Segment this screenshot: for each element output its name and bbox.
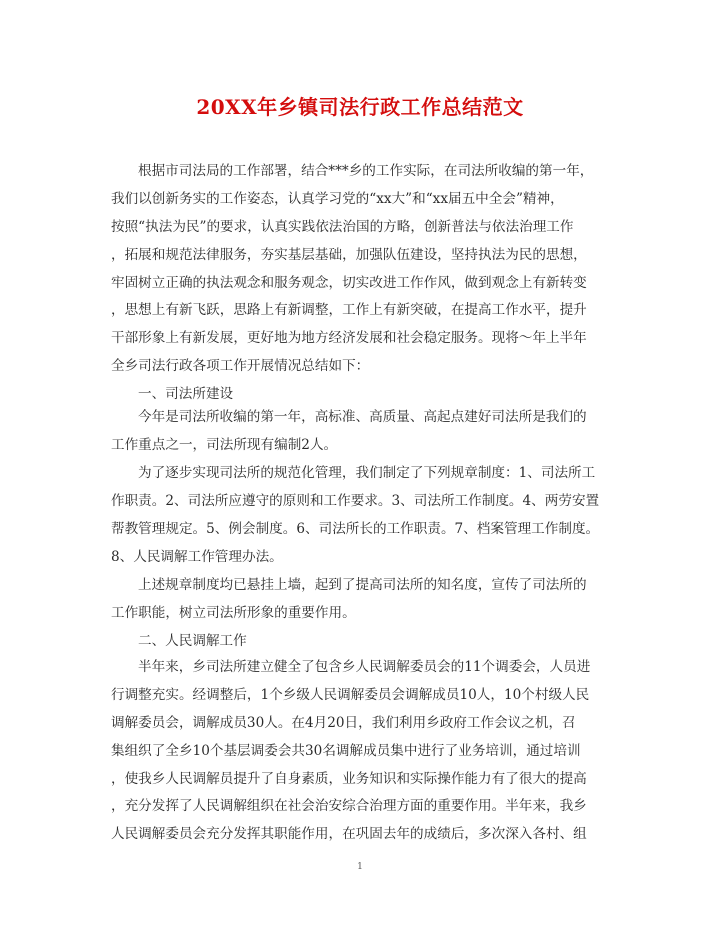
text-line: ，拓展和规范法律服务，夯实基层基础，加强队伍建设，坚持执法为民的思想，: [111, 246, 587, 263]
text-line: 为了逐步实现司法所的规范化管理，我们制定了下列规章制度：1、司法所工: [138, 465, 596, 481]
text-line: 工作职能，树立司法所形象的重要作用。: [111, 604, 356, 621]
text-line: 人民调解委员会充分发挥其职能作用，在巩固去年的成绩后，多次深入各村、组: [111, 826, 587, 843]
text-line: 我们以创新务实的工作姿态，认真学习党的“xx大”和“xx届五中全会”精神，: [111, 190, 564, 207]
text-line: ，使我乡人民调解员提升了自身素质，业务知识和实际操作能力有了很大的提高: [111, 770, 587, 787]
document-title: 20XX年乡镇司法行政工作总结范文: [196, 95, 524, 119]
section-heading-1: 一、司法所建设: [138, 386, 234, 402]
page-number: 1: [357, 862, 363, 872]
text-line: 工作重点之一，司法所现有编制2人。: [111, 436, 338, 453]
section1-paragraph-3: [111, 572, 611, 628]
text-line: 今年是司法所收编的第一年，高标准、高质量、高起点建好司法所是我们的: [138, 409, 587, 425]
text-line: 按照“执法为民”的要求，认真实践依法治国的方略，创新普法与依法治理工作: [111, 218, 574, 235]
text-line: 帮教管理规定。5、例会制度。6、司法所长的工作职责。7、档案管理工作制度。: [111, 520, 600, 537]
text-line: 行调整充实。经调整后，1个乡级人民调解委员会调解成员10人，10个村级人民: [111, 686, 590, 703]
section1-paragraph-1: [111, 404, 611, 460]
section2-paragraph-1: [111, 654, 611, 849]
text-line: 全乡司法行政各项工作开展情况总结如下：: [111, 358, 370, 375]
text-line: 作职责。2、司法所应遵守的原则和工作要求。3、司法所工作制度。4、两劳安置: [111, 492, 600, 509]
text-line: 牢固树立正确的执法观念和服务观念，切实改进工作作风，做到观念上有新转变: [111, 274, 587, 291]
section-heading-2: 二、人民调解工作: [138, 633, 247, 649]
text-line: 根据市司法局的工作部署，结合***乡的工作实际，在司法所收编的第一年，: [138, 163, 594, 179]
text-line: 8、人民调解工作管理办法。: [111, 548, 283, 565]
section1-paragraph-2: [111, 460, 611, 572]
text-line: 半年来，乡司法所建立健全了包含乡人民调解委员会的11个调委会，人员进: [138, 659, 591, 675]
text-line: ，思想上有新飞跃，思路上有新调整，工作上有新突破，在提高工作水平，提升: [111, 302, 587, 319]
text-line: 干部形象上有新发展，更好地为地方经济发展和社会稳定服务。现将～年上半年: [111, 330, 587, 347]
text-line: ，充分发挥了人民调解组织在社会治安综合治理方面的重要作用。半年来，我乡: [111, 798, 587, 815]
text-line: 集组织了全乡10个基层调委会共30名调解成员集中进行了业务培训，通过培训: [111, 742, 581, 759]
text-line: 调解委员会，调解成员30人。在4月20日，我们利用乡政府工作会议之机，召: [111, 714, 576, 731]
text-line: 上述规章制度均已悬挂上墙，起到了提高司法所的知名度，宣传了司法所的: [138, 577, 587, 593]
intro-paragraph: [111, 158, 611, 381]
